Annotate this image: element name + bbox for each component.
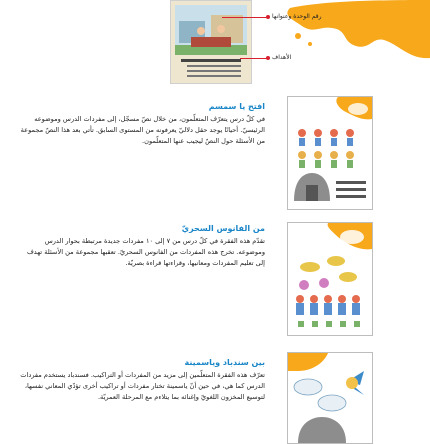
unit-page-preview	[170, 0, 252, 84]
orange-splash-decoration	[280, 0, 430, 60]
callout-goals-label: الأهداف	[272, 54, 292, 61]
callout-line-unit	[222, 17, 268, 18]
thumbnail-illustration	[288, 97, 372, 209]
section-title: من الفانوس السحريّ	[181, 224, 265, 233]
section-title: بين سندباد وياسمينة	[184, 358, 265, 367]
section-magic-lantern	[20, 224, 265, 269]
page-thumbnail-sindbad-yasmina	[287, 352, 373, 444]
section-open-sesame	[20, 102, 265, 147]
section-body: تعرّف هذه الفقرة المتعلّمين إلى مزيد من المفردات أو التراكيب. فسندباد يستخدم مفردات الدرس كما هي، في حين أنّ ياسمينة تختار مفردات أو تراكيب أخرى تؤدّي المعاني نفسها، لتوسيع المخزون اللغويّ وإغنائه بما يتلاءم مع المرحلة العمريّة.	[20, 371, 265, 401]
unit-page-illustration	[171, 1, 251, 83]
section-body: تقدّم هذه الفقرة في كلّ درس من ٧ إلى ١٠ مفردات جديدة مرتبطة بحوار الدرس وموضوعه. تخرج هذه المفردات من الفانوس السحريّ. تعقبها مجموعة من الأسئلة تهدف إلى تعليم المفردات ومعانيها، وقراءتها قراءة بصريّة.	[26, 237, 265, 267]
callout-dot-goals	[266, 56, 270, 60]
thumbnail-illustration	[288, 223, 372, 335]
page-thumbnail-open-sesame	[287, 96, 373, 210]
page-thumbnail-magic-lantern	[287, 222, 373, 336]
callout-unit-label: رقم الوحدة وعنوانها	[272, 13, 322, 20]
callout-dot-unit	[266, 15, 270, 19]
callout-line-goals	[240, 58, 268, 59]
section-title: افتح يا سمسم	[208, 102, 265, 111]
section-sindbad-yasmina	[20, 358, 265, 403]
section-body: في كلّ درس يتعرّف المتعلّمون، من خلال نصّ مسجّل، إلى مفردات الدرس وموضوعه الرئيسيّ. أحيانًا يوجد حقل دلاليّ يعرفونه من المستوى السابق. تأتي بعد هذا النصّ مجموعة من الأسئلة حول النصّ ليجيب عنها المتعلّمون.	[20, 115, 265, 145]
